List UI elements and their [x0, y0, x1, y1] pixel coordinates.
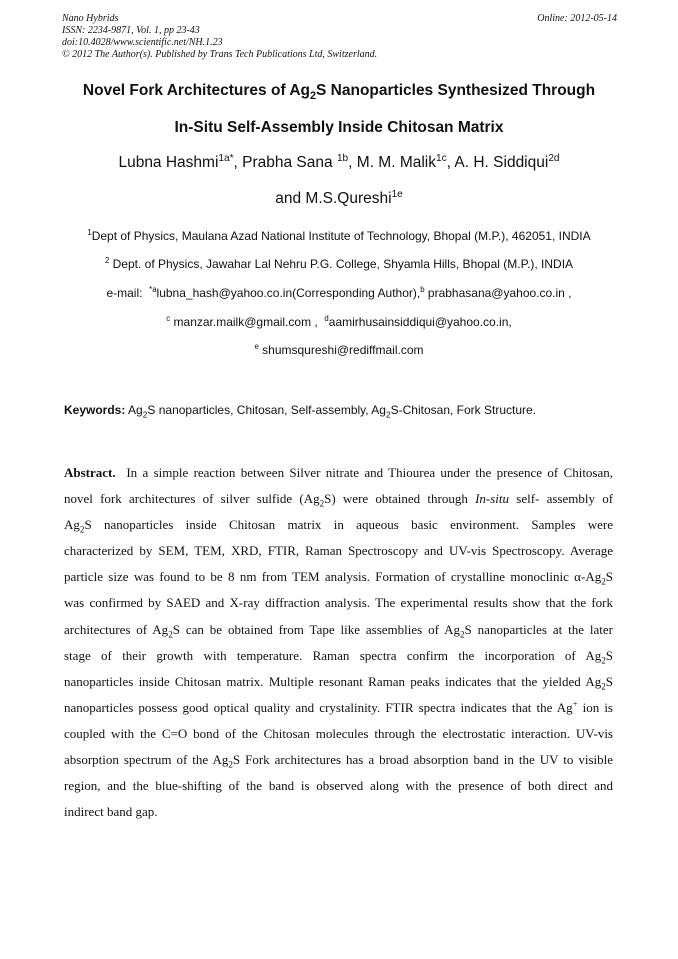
abstract-line: Abstract. In a simple reaction between Silver nitrate and Thiourea under the presence of Chitosan, — [64, 465, 613, 480]
running-header — [62, 13, 617, 61]
author-name: Prabha Sana — [242, 154, 333, 171]
abstract-line: nanoparticles inside Chitosan matrix. Multiple resonant Raman peaks indicates that the yielded $Ag_2S$ — [64, 673, 613, 692]
abstract-line: coupled with the C=O bond of the Chitosan molecules through the electrostatic interaction. UV-vis — [64, 725, 613, 741]
email-link[interactable]: prabhasana@yahoo.co.in , — [427, 286, 572, 300]
email-link[interactable]: aamirhusainsiddiqui@yahoo.co.in, — [328, 315, 512, 329]
journal-name: Nano Hybrids — [62, 13, 119, 24]
abstract-line: indirect band gap. — [64, 804, 158, 820]
email-line-3: $^e$ shumsqureshi@rediffmail.com — [254, 342, 424, 357]
paper-title-line-2: In-Situ Self-Assembly Inside Chitosan Matrix — [174, 119, 504, 136]
author-name: Lubna Hashmi — [118, 154, 219, 171]
email-line-2: $^c$ manzar.mailk@gmail.com , $^d$aamirhusainsiddiqui@yahoo.co.in, — [166, 314, 512, 329]
affiliation-1: $^1$Dept of Physics, Maulana Azad National Institute of Technology, Bhopal (M.P.), 462051, INDIA — [87, 228, 591, 243]
online-date: Online: 2012-05-14 — [537, 13, 617, 24]
email-line-1: e-mail: $^{*a}$lubna_hash@yahoo.co.in(Corresponding Author),$^b$ prabhasana@yahoo.co.in , — [106, 285, 572, 300]
author-name: M.S.Qureshi — [305, 190, 392, 207]
abstract-line: nanoparticles possess good optical quality and crystalinity. FTIR spectra indicates that the Ag+ ion is — [64, 698, 613, 715]
abstract-line: particle size was found to be 8 nm from TEM analysis. Formation of crystalline monoclinic $\alpha-Ag_2S$ — [64, 569, 613, 587]
abstract-line: architectures of $Ag_2S$ can be obtained from Tape like assemblies of $Ag_2S$ nanoparticles at the later — [64, 621, 613, 640]
doi-line: doi:10.4028/www.scientific.net/NH.1.23 — [62, 37, 223, 48]
keywords-label: Keywords: — [64, 403, 126, 417]
author-list-continued: and M.S.Qureshi$^{1e}$ — [275, 188, 403, 207]
abstract-line: region, and the blue-shifting of the band is observed along with the presence of both direct and — [64, 778, 613, 794]
author-name: A. H. Siddiqui — [454, 154, 549, 171]
author-list: Lubna Hashmi$^{1a*}$, Prabha Sana $^{1b}$, M. M. Malik$^{1c}$, A. H. Siddiqui$^{2d}$ — [118, 152, 560, 171]
email-link[interactable]: manzar.mailk@gmail.com , — [173, 315, 318, 329]
abstract-line: novel fork architectures of silver sulfide $(Ag_2S)$ were obtained through In-situ self- assembly of — [64, 491, 613, 509]
abstract — [64, 460, 613, 825]
email-link[interactable]: lubna_hash@yahoo.co.in(Corresponding Author), — [156, 286, 421, 300]
abstract-line: characterized by SEM, TEM, XRD, FTIR, Raman Spectroscopy and UV-vis Spectroscopy. Average — [64, 543, 613, 559]
email-link[interactable]: shumsqureshi@rediffmail.com — [262, 343, 424, 357]
abstract-line: was confirmed by SAED and X-ray diffraction analysis. The experimental results show that the fork — [64, 595, 613, 611]
issn-line: ISSN: 2234-9871, Vol. 1, pp 23-43 — [62, 25, 200, 36]
abstract-line: absorption spectrum of the $Ag_2S$ Fork architectures has a broad absorption band in the UV to visible — [64, 752, 613, 770]
author-name: M. M. Malik — [356, 154, 436, 171]
keywords: Keywords: $Ag_2S$ nanoparticles, Chitosan, Self-assembly, $Ag_2S$-Chitosan, Fork Structure. — [64, 403, 537, 420]
abstract-label: Abstract. — [64, 465, 116, 480]
paper-title-line-1: Novel Fork Architectures of $Ag_2S$ Nanoparticles Synthesized Through — [82, 82, 596, 103]
abstract-line: stage of their growth with temperature. Raman spectra confirm the incorporation of $Ag_2S$ — [64, 647, 613, 666]
abstract-line: $Ag_2S$ nanoparticles inside Chitosan matrix in aqueous basic environment. Samples were — [64, 517, 613, 535]
copyright-line: © 2012 The Author(s). Published by Trans Tech Publications Ltd, Switzerland. — [62, 49, 378, 60]
affiliation-2: $^2$ Dept. of Physics, Jawahar Lal Nehru P.G. College, Shyamla Hills, Bhopal (M.P.), INDIA — [104, 256, 574, 271]
